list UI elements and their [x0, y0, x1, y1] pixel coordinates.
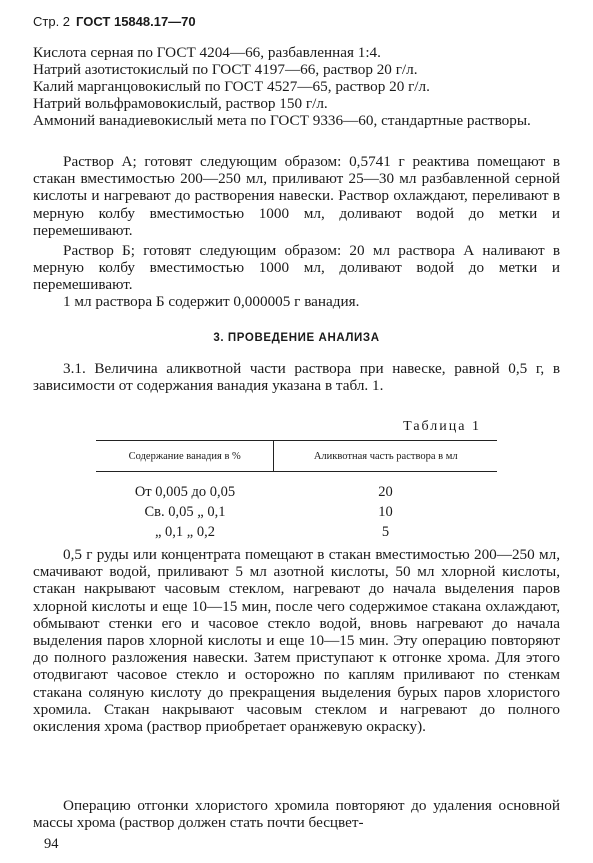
solution-a-paragraph: Раствор А; готовят следующим образом: 0,5741 г реактива помещают в стакан вместимостью 200—250 мл, приливают 25—30 мл разбавленной серной кислоты и нагревают до растворения навески. Раствор охлаждают, переливают в мерную колбу вместимостью 1000 мл, доливают водой до метки и перемешивают.	[33, 153, 560, 239]
vanadium-content-cell: От 0,005 до 0,05	[134, 483, 236, 500]
table-header-content: Содержание ванадия в %	[96, 441, 274, 472]
table-row	[96, 472, 497, 503]
clause-3-1: 3.1. Величина аликвотной части раствора при навеске, равной 0,5 г, в зависимости от содержания ванадия указана в табл. 1.	[33, 360, 560, 395]
aliquot-cell: 10	[378, 503, 393, 520]
page-label: Стр. 2	[33, 14, 71, 29]
repeat-distillation-paragraph: Операцию отгонки хлористого хромила повторяют до удаления основной массы хрома (раствор должен стать почти бесцвет-	[33, 797, 560, 832]
page-number: 94	[44, 836, 59, 852]
vanadium-content-cell: „ 0,1 „ 0,2	[154, 523, 215, 540]
reagent-line: Натрий азотистокислый по ГОСТ 4197—66, раствор 20 г/л.	[33, 61, 418, 78]
running-header	[33, 14, 196, 29]
table-header-aliquot: Аликвотная часть раствора в мл	[274, 441, 497, 472]
solution-b-content: 1 мл раствора Б содержит 0,000005 г ванадия.	[63, 293, 360, 310]
solution-b-paragraph: Раствор Б; готовят следующим образом: 20 мл раствора А наливают в мерную колбу вместимостью 1000 мл, доливают водой до метки и перемешивают.	[33, 242, 560, 294]
table-row	[96, 502, 497, 522]
reagent-line: Кислота серная по ГОСТ 4204—66, разбавленная 1:4.	[33, 44, 381, 61]
aliquot-cell: 5	[381, 523, 390, 540]
reagent-line: Аммоний ванадиевокислый мета по ГОСТ 9336—60, стандартные растворы.	[33, 112, 531, 129]
section-title: 3. ПРОВЕДЕНИЕ АНАЛИЗА	[213, 332, 380, 344]
table-caption: Таблица 1	[403, 419, 481, 434]
table-row	[96, 522, 497, 542]
procedure-paragraph: 0,5 г руды или концентрата помещают в стакан вместимостью 200—250 мл, смачивают водой, приливают 5 мл азотной кислоты, 50 мл хлорной кислоты, стакан накрывают часовым стеклом, нагревают до начала выделения паров хлорной кислоты и еще 10—15 мин, после чего содержимое стакана охлаждают, обмывают стенки его и часовое стекло водой, вновь нагревают до начала выделения паров хлорной кислоты и еще 10—15 мин. Эту операцию повторяют до полного разложения навески. Затем приступают к отгонке хрома. Для этого отодвигают часовое стекло и осторожно по каплям приливают по стенкам стакана соляную кислоту до прекращения выделения бурых паров хлористого хромила. Стакан накрывают часовым стеклом и нагревают до полного окисления хрома (раствор приобретает оранжевую окраску).	[33, 546, 560, 736]
standard-number: ГОСТ 15848.17—70	[76, 14, 196, 29]
vanadium-content-cell: Св. 0,05 „ 0,1	[144, 503, 226, 520]
aliquot-cell: 20	[378, 483, 393, 500]
reagent-line: Калий марганцовокислый по ГОСТ 4527—65, раствор 20 г/л.	[33, 78, 430, 95]
table-1	[96, 440, 497, 542]
reagent-line: Натрий вольфрамовокислый, раствор 150 г/л.	[33, 95, 328, 112]
